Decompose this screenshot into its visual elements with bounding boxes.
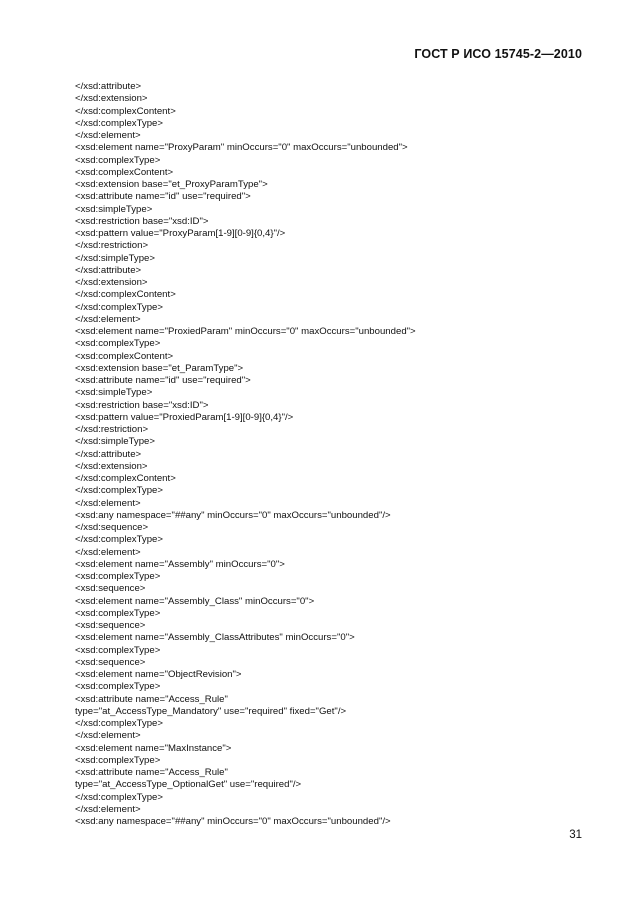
code-line: </xsd:complexType> xyxy=(75,485,163,497)
code-line: <xsd:pattern value="ProxiedParam[1-9][0-9]{0,4}"/> xyxy=(75,411,294,423)
code-line: </xsd:extension> xyxy=(75,93,148,105)
code-line: </xsd:sequence> xyxy=(75,522,149,533)
code-line: </xsd:extension> xyxy=(75,277,148,288)
code-line: <xsd:sequence> xyxy=(75,656,146,668)
code-line: </xsd:complexType> xyxy=(75,117,163,129)
code-line: <xsd:complexType> xyxy=(75,754,161,766)
code-line: </xsd:element> xyxy=(75,730,141,742)
code-line: <xsd:complexType> xyxy=(75,681,161,693)
code-line: type="at_AccessType_Mandatory" use="required" fixed="Get"/> xyxy=(75,705,347,717)
code-line: </xsd:restriction> xyxy=(75,240,149,252)
code-line: <xsd:attribute name="id" use="required"> xyxy=(75,375,251,386)
code-line: type="at_AccessType_OptionalGet" use="required"/> xyxy=(75,779,302,791)
code-line: <xsd:attribute name="id" use="required"> xyxy=(75,191,251,203)
code-line: <xsd:simpleType> xyxy=(75,387,153,399)
code-line: </xsd:attribute> xyxy=(75,81,142,92)
code-line: <xsd:complexContent> xyxy=(75,166,174,178)
code-line: </xsd:extension> xyxy=(75,460,148,472)
code-line: <xsd:simpleType> xyxy=(75,203,153,215)
code-line: <xsd:any namespace="##any" minOccurs="0" maxOccurs="unbounded"/> xyxy=(75,816,391,827)
code-line: <xsd:complexContent> xyxy=(75,350,174,362)
code-line: <xsd:attribute name="Access_Rule" xyxy=(75,693,228,705)
xsd-code-listing xyxy=(75,81,590,828)
code-line: <xsd:element name="ObjectRevision"> xyxy=(75,669,242,680)
code-line: <xsd:extension base="et_ProxyParamType"> xyxy=(75,179,268,190)
code-line: </xsd:element> xyxy=(75,130,141,141)
code-line: </xsd:simpleType> xyxy=(75,436,155,448)
code-line: <xsd:restriction base="xsd:ID"> xyxy=(75,215,209,227)
code-line: <xsd:element name="ProxyParam" minOccurs="0" maxOccurs="unbounded"> xyxy=(75,142,408,154)
page-number: 31 xyxy=(569,829,582,841)
code-line: <xsd:element name="Assembly_Class" minOccurs="0"> xyxy=(75,595,315,607)
code-line: <xsd:sequence> xyxy=(75,620,146,631)
code-line: <xsd:element name="Assembly_ClassAttributes" minOccurs="0"> xyxy=(75,632,355,644)
code-line: </xsd:complexType> xyxy=(75,534,163,546)
code-line: <xsd:complexType> xyxy=(75,338,161,350)
code-line: <xsd:element name="MaxInstance"> xyxy=(75,742,232,754)
code-line: <xsd:any namespace="##any" minOccurs="0" maxOccurs="unbounded"/> xyxy=(75,509,391,521)
code-line: </xsd:attribute> xyxy=(75,448,142,460)
code-line: </xsd:complexContent> xyxy=(75,473,176,484)
code-line: </xsd:complexType> xyxy=(75,791,163,803)
code-line: </xsd:element> xyxy=(75,497,141,509)
code-line: <xsd:complexType> xyxy=(75,644,161,656)
code-line: </xsd:complexContent> xyxy=(75,105,176,117)
code-line: </xsd:element> xyxy=(75,313,141,325)
document-header: ГОСТ Р ИСО 15745-2—2010 xyxy=(414,47,582,61)
code-line: <xsd:pattern value="ProxyParam[1-9][0-9]{0,4}"/> xyxy=(75,228,286,239)
code-line: <xsd:complexType> xyxy=(75,571,161,582)
code-line: </xsd:simpleType> xyxy=(75,252,155,264)
code-line: <xsd:element name="ProxiedParam" minOccurs="0" maxOccurs="unbounded"> xyxy=(75,326,416,337)
code-line: <xsd:sequence> xyxy=(75,583,146,595)
code-line: <xsd:complexType> xyxy=(75,607,161,619)
code-line: </xsd:complexType> xyxy=(75,718,163,729)
code-line: <xsd:extension base="et_ParamType"> xyxy=(75,362,244,374)
code-line: <xsd:attribute name="Access_Rule" xyxy=(75,767,228,778)
code-line: </xsd:element> xyxy=(75,546,141,558)
code-line: <xsd:complexType> xyxy=(75,154,161,166)
code-line: </xsd:complexType> xyxy=(75,301,163,313)
code-line: </xsd:attribute> xyxy=(75,264,142,276)
code-line: <xsd:restriction base="xsd:ID"> xyxy=(75,399,209,411)
code-line: </xsd:restriction> xyxy=(75,424,149,435)
code-line: <xsd:element name="Assembly" minOccurs="0"> xyxy=(75,558,285,570)
code-line: </xsd:element> xyxy=(75,803,141,815)
code-line: </xsd:complexContent> xyxy=(75,289,176,301)
